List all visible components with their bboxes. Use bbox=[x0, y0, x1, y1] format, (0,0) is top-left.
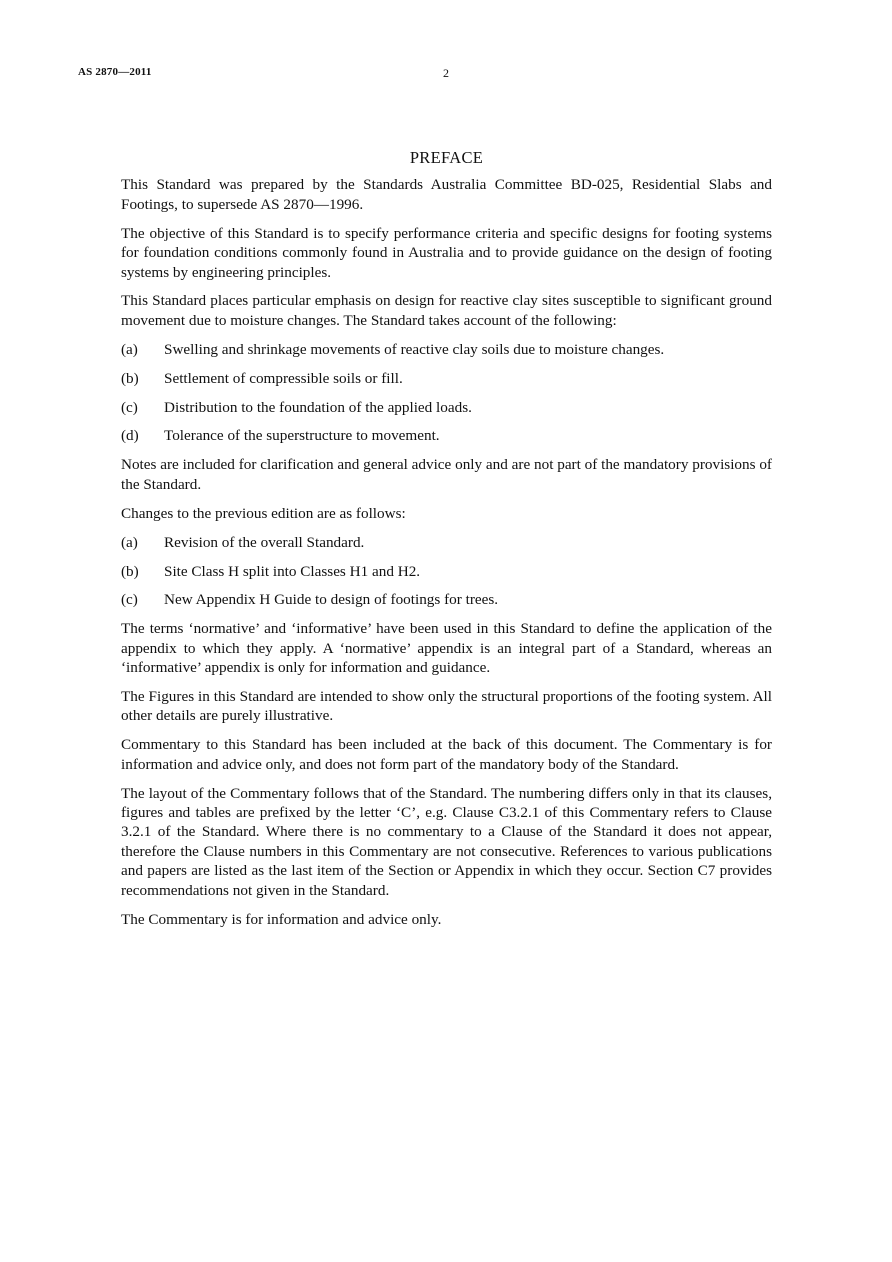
list-item-text: Settlement of compressible soils or fill. bbox=[164, 369, 403, 387]
preface-paragraph: This Standard places particular emphasis on design for reactive clay sites susceptible to significant ground movement due to moisture changes. The Standard takes account of the following: bbox=[121, 292, 772, 329]
list-item bbox=[121, 369, 772, 388]
list-item-text: New Appendix H Guide to design of footings for trees. bbox=[164, 591, 499, 609]
list-item-label: (c) bbox=[121, 398, 138, 416]
list-item bbox=[121, 590, 772, 609]
list-item-label: (b) bbox=[121, 562, 139, 580]
preface-title: PREFACE bbox=[409, 148, 484, 167]
list-item-label: (d) bbox=[121, 427, 139, 445]
list-item-text: Revision of the overall Standard. bbox=[164, 533, 365, 551]
list-item-label: (b) bbox=[121, 369, 139, 387]
list-item-label: (a) bbox=[121, 533, 138, 551]
list-item-label: (c) bbox=[121, 591, 138, 609]
list-item bbox=[121, 426, 772, 445]
list-item-text: Swelling and shrinkage movements of reactive clay soils due to moisture changes. bbox=[164, 340, 665, 358]
list-item-text: Site Class H split into Classes H1 and H2. bbox=[164, 562, 421, 580]
preface-paragraph: Changes to the previous edition are as follows: bbox=[121, 504, 406, 522]
list-item-label: (a) bbox=[121, 340, 138, 358]
list-item bbox=[121, 562, 772, 581]
preface-paragraph: The Figures in this Standard are intended to show only the structural proportions of the footing system. All other details are purely illustrative. bbox=[121, 688, 772, 725]
preface-paragraph: Commentary to this Standard has been included at the back of this document. The Commentary is for information and advice only, and does not form part of the mandatory body of the Standard. bbox=[121, 736, 772, 773]
preface-paragraph: The terms ‘normative’ and ‘informative’ have been used in this Standard to define the application of the appendix to which they apply. A ‘normative’ appendix is an integral part of a Standard, whereas an ‘informative’ appendix is only for information and guidance. bbox=[121, 620, 772, 677]
preface-paragraph: This Standard was prepared by the Standards Australia Committee BD-025, Residential Slabs and Footings, to supersede AS 2870—1996. bbox=[121, 176, 772, 213]
preface-paragraph: Notes are included for clarification and general advice only and are not part of the mandatory provisions of the Standard. bbox=[121, 456, 772, 493]
considerations-list bbox=[121, 340, 772, 446]
list-item bbox=[121, 340, 772, 359]
changes-list bbox=[121, 533, 772, 610]
list-item bbox=[121, 398, 772, 417]
list-item bbox=[121, 533, 772, 552]
preface-paragraph: The objective of this Standard is to specify performance criteria and specific designs for footing systems for foundation conditions commonly found in Australia and to provide guidance on the design of footing systems by engineering principles. bbox=[121, 224, 772, 281]
running-head-standard-id: AS 2870—2011 bbox=[78, 66, 152, 78]
preface-section bbox=[121, 148, 772, 939]
preface-paragraph: The layout of the Commentary follows that of the Standard. The numbering differs only in that its clauses, figures and tables are prefixed by the letter ‘C’, e.g. Clause C3.2.1 of this Commentary refers to Clause 3.2.1 of the Standard. Where there is no commentary to a Clause of the Standard it does not appear, therefore the Clause numbers in this Commentary are not consecutive. References to various publications and papers are listed as the last item of the Section or Appendix in which they occur. Section C7 provides recommendations not given in the Standard. bbox=[121, 784, 772, 899]
preface-paragraph: The Commentary is for information and advice only. bbox=[121, 910, 442, 928]
list-item-text: Distribution to the foundation of the applied loads. bbox=[164, 398, 472, 416]
list-item-text: Tolerance of the superstructure to movement. bbox=[164, 427, 440, 445]
page-number: 2 bbox=[443, 66, 449, 80]
